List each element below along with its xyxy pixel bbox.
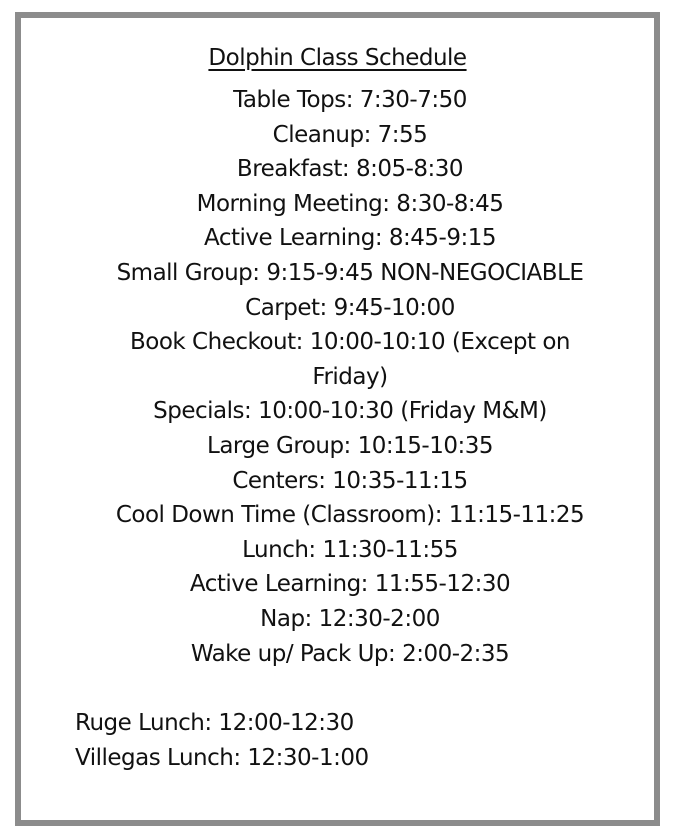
schedule-item-lunch: Lunch: 11:30-11:55 bbox=[242, 536, 458, 563]
schedule-item-carpet: Carpet: 9:45-10:00 bbox=[245, 294, 455, 321]
schedule-item-breakfast: Breakfast: 8:05-8:30 bbox=[236, 156, 464, 183]
schedule-item-small-group: Small Group: 9:15-9:45 NON-NEGOCIABLE bbox=[116, 259, 584, 286]
schedule-item-table-tops: Table Tops: 7:30-7:50 bbox=[233, 87, 467, 113]
schedule-item-active-learning-morning: Active Learning: 8:45-9:15 bbox=[204, 225, 496, 252]
schedule-title: Dolphin Class Schedule bbox=[208, 45, 467, 71]
lunch-times-list bbox=[75, 706, 369, 776]
schedule-item-centers: Centers: 10:35-11:15 bbox=[232, 467, 468, 494]
schedule-item-cleanup: Cleanup: 7:55 bbox=[272, 121, 428, 148]
schedule-item-specials: Specials: 10:00-10:30 (Friday M&M) bbox=[153, 398, 547, 425]
schedule-item-large-group: Large Group: 10:15-10:35 bbox=[207, 432, 493, 459]
schedule-list bbox=[30, 83, 670, 671]
schedule-item-wake-up: Wake up/ Pack Up: 2:00-2:35 bbox=[190, 640, 510, 667]
lunch-time-ruge: Ruge Lunch: 12:00-12:30 bbox=[75, 710, 354, 736]
schedule-item-nap: Nap: 12:30-2:00 bbox=[260, 605, 440, 632]
schedule-item-morning-meeting: Morning Meeting: 8:30-8:45 bbox=[196, 190, 504, 217]
schedule-item-book-checkout bbox=[30, 325, 670, 394]
schedule-item-book-checkout-text: Book Checkout: 10:00-10:10 (Except on Friday) bbox=[130, 329, 570, 390]
lunch-time-villegas: Villegas Lunch: 12:30-1:00 bbox=[75, 745, 369, 771]
schedule-item-active-learning-afternoon: Active Learning: 11:55-12:30 bbox=[189, 571, 511, 598]
schedule-item-cool-down: Cool Down Time (Classroom): 11:15-11:25 bbox=[115, 502, 585, 529]
